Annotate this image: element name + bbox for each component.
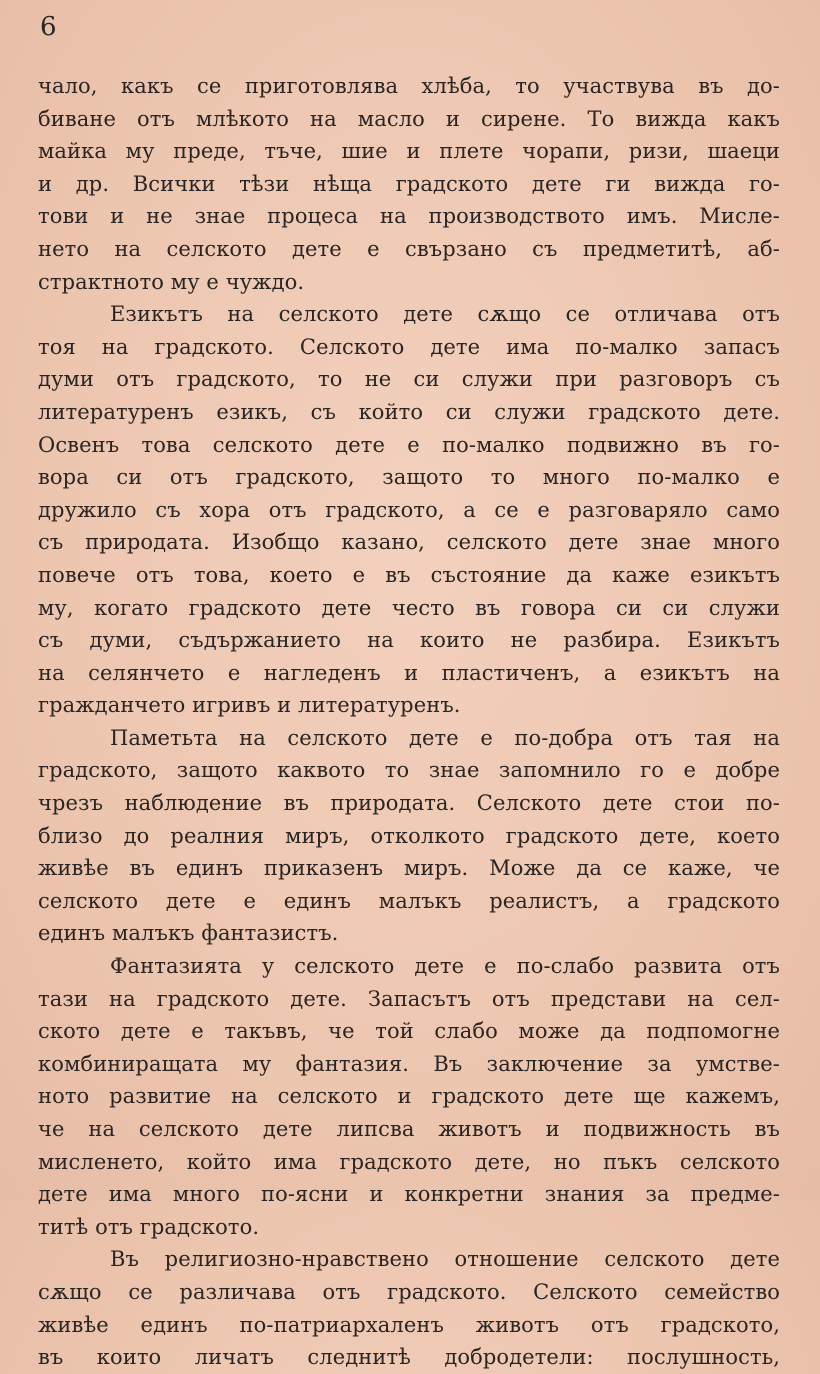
- text-line: единъ малъкъ фантазистъ.: [38, 921, 339, 946]
- text-line: Въ религиозно-нравствено отношение селското дете: [110, 1247, 780, 1272]
- paragraph: [38, 298, 780, 722]
- text-line: тази на градското дете. Запасътъ отъ представи на сел-: [38, 986, 780, 1011]
- text-line: градското, защото каквото то знае запомнило го е добре: [38, 758, 780, 783]
- text-line: Паметьта на селското дете е по-добра отъ тая на: [110, 725, 780, 750]
- text-line: близо до реалния миръ, отколкото градското дете, което: [38, 823, 780, 848]
- text-line: съ природата. Изобщо казано, селското дете знае много: [38, 530, 780, 555]
- text-line: гражданчето игривъ и литературенъ.: [38, 693, 461, 718]
- text-line: страктното му е чуждо.: [38, 269, 305, 294]
- text-line: му, когато градското дете често въ говора си си служи: [38, 595, 780, 620]
- text-line: Езикътъ на селското дете сѫщо се отличава отъ: [110, 302, 780, 327]
- text-line: живѣе въ единъ приказенъ миръ. Може да се каже, че: [38, 856, 780, 881]
- text-line: Фантазията у селското дете е по-слабо развита отъ: [110, 954, 780, 979]
- text-line: дружило съ хора отъ градското, а се е разговаряло само: [38, 497, 780, 522]
- text-line: литературенъ езикъ, съ който си служи градското дете.: [38, 399, 780, 424]
- paragraph: [38, 1243, 780, 1373]
- text-line: че на селското дете липсва животъ и подвижность въ: [38, 1117, 780, 1141]
- text-line: ното развитие на селското и градското дете ще кажемъ,: [38, 1084, 780, 1109]
- body-text: [38, 70, 780, 1374]
- text-line: думи отъ градското, то не си служи при разговоръ съ: [38, 367, 780, 392]
- text-line: живѣе единъ по-патриархаленъ животъ отъ градското,: [38, 1312, 780, 1337]
- text-line: въ които личатъ следнитѣ добродетели: послушность,: [38, 1345, 780, 1370]
- paragraph: [38, 70, 780, 298]
- text-line: селското дете е единъ малъкъ реалистъ, а градското: [38, 888, 780, 913]
- text-line: мисленето, който има градското дете, но пъкъ селското: [38, 1149, 780, 1174]
- text-line: вора си отъ градското, защото то много по-малко е: [38, 465, 780, 490]
- text-line: комбиниращата му фантазия. Въ заключение за умстве-: [38, 1051, 780, 1076]
- text-line: на селянчето е нагледенъ и пластиченъ, а езикътъ на: [38, 660, 780, 685]
- text-line: тови и не знае процеса на производството имъ. Мисле-: [38, 204, 780, 229]
- text-line: чало, какъ се приготовлява хлѣба, то участвува въ до-: [38, 74, 780, 98]
- text-line: майка му преде, тъче, шие и плете чорапи, ризи, шаеци: [38, 139, 780, 164]
- text-line: титѣ отъ градското.: [38, 1214, 260, 1239]
- text-line: чрезъ наблюдение въ природата. Селското дете стои по-: [38, 791, 780, 816]
- paragraph: [38, 950, 780, 1243]
- text-line: съ думи, съдържанието на които не разбира. Езикътъ: [38, 628, 780, 653]
- paragraph: [38, 722, 780, 950]
- page-number: 6: [40, 12, 57, 42]
- text-line: нето на селското дете е свързано съ предметитѣ, аб-: [38, 236, 780, 261]
- text-line: биване отъ млѣкото на масло и сирене. То вижда какъ: [38, 106, 780, 131]
- text-line: повече отъ това, което е въ състояние да каже езикътъ: [38, 562, 780, 587]
- text-line: Освенъ това селското дете е по-малко подвижно въ го-: [38, 432, 780, 457]
- text-line: и др. Всички тѣзи нѣща градското дете ги вижда го-: [38, 171, 780, 196]
- text-line: тоя на градското. Селското дете има по-малко запасъ: [38, 334, 780, 359]
- text-line: сѫщо се различава отъ градското. Селското семейство: [38, 1279, 780, 1304]
- text-line: дете има много по-ясни и конкретни знания за предме-: [38, 1182, 780, 1207]
- text-line: ското дете е такъвъ, че той слабо може да подпомогне: [38, 1019, 780, 1044]
